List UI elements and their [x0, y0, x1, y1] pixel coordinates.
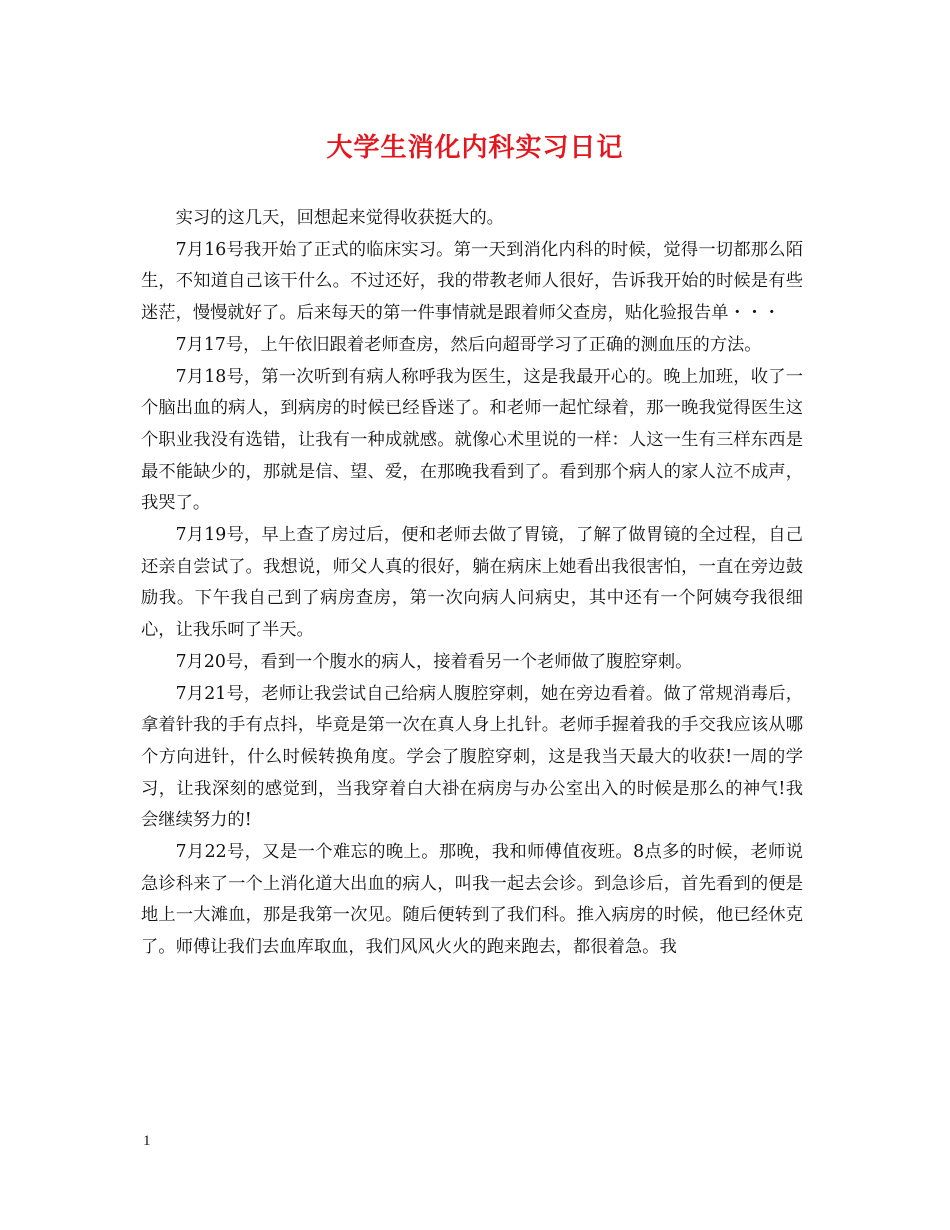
paragraph: 7月19号，早上查了房过后，便和老师去做了胃镜，了解了做胃镜的全过程，自己还亲自尝试了。我想说，师父人真的很好，躺在病床上她看出我很害怕，一直在旁边鼓励我。下午我自己到了病房查房，第一次向病人问病史，其中还有一个阿姨夸我很细心，让我乐呵了半天。: [141, 525, 803, 641]
paragraph: 7月16号我开始了正式的临床实习。第一天到消化内科的时候，觉得一切都那么陌生，不知道自己该干什么。不过还好，我的带教老师人很好，告诉我开始的时候是有些迷茫，慢慢就好了。后来每天的第一件事情就是跟着师父查房，贴化验报告单・・・: [141, 239, 803, 324]
paragraph: 7月18号，第一次听到有病人称呼我为医生，这是我最开心的。晚上加班，收了一个脑出血的病人，到病房的时候已经昏迷了。和老师一起忙绿着，那一晚我觉得医生这个职业我没有选错，让我有一种成就感。就像心术里说的一样：人这一生有三样东西是最不能缺少的，那就是信、望、爱，在那晚我看到了。看到那个病人的家人泣不成声，我哭了。: [141, 366, 803, 514]
paragraph: 7月17号，上午依旧跟着老师查房，然后向超哥学习了正确的测血压的方法。: [175, 334, 762, 355]
document-title: 大学生消化内科实习日记: [326, 133, 624, 163]
paragraph: 7月20号，看到一个腹水的病人，接着看另一个老师做了腹腔穿刺。: [175, 651, 693, 672]
paragraph: 7月22号，又是一个难忘的晚上。那晚，我和师傅值夜班。8点多的时候，老师说急诊科来了一个上消化道大出血的病人，叫我一起去会诊。到急诊后，首先看到的便是地上一大滩血，那是我第一次见。随后便转到了我们科。推入病房的时候，他已经休克了。师傅让我们去血库取血，我们风风火火的跑来跑去，都很着急。我: [141, 842, 803, 958]
page-number: 1: [143, 1133, 151, 1149]
paragraph: 7月21号，老师让我尝试自己给病人腹腔穿刺，她在旁边看着。做了常规消毒后，拿着针我的手有点抖，毕竟是第一次在真人身上扎针。老师手握着我的手交我应该从哪个方向进针，什么时候转换角度。学会了腹腔穿刺，这是我当天最大的收获!一周的学习，让我深刻的感觉到，当我穿着白大褂在病房与办公室出入的时候是那么的神气!我会继续努力的!: [141, 683, 803, 831]
document-body: [141, 203, 803, 964]
paragraph: 实习的这几天，回想起来觉得收获挺大的。: [175, 208, 504, 228]
